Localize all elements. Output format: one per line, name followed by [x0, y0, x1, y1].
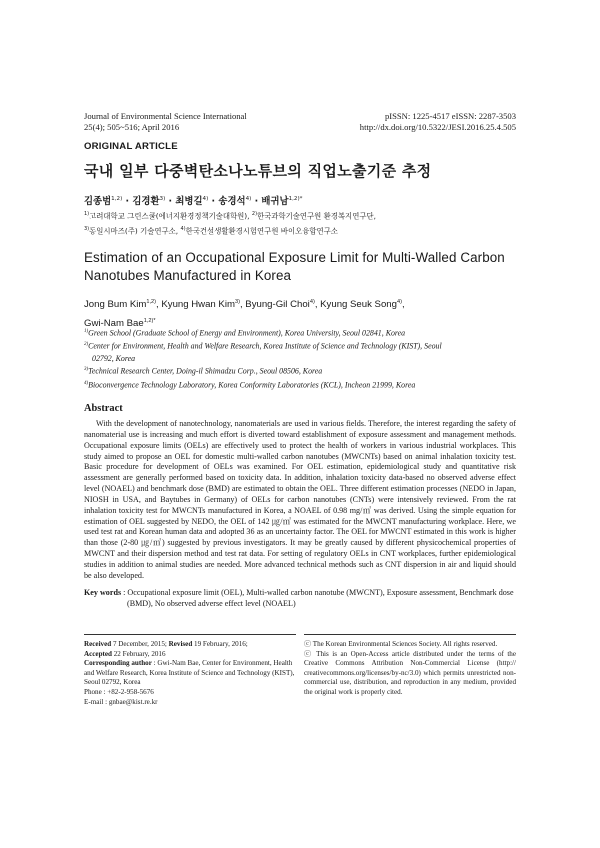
author-ko: 김경환$^{3)}$ · [132, 195, 176, 207]
footnote-divider [304, 634, 516, 635]
issn-line: pISSN: 1225-4517 eISSN: 2287-3503 [384, 111, 516, 121]
author-en: Jong Bum Kim$^{1,2)}$, [84, 299, 162, 311]
abstract-body: With the development of nanotechnology, nanomaterials are used in various fields. Therefore, the interest regarding the safety of nanomaterial use is increasing and much effort is diverted toward establishment of exposure assessment and management methods. Occupational exposure limits (OELs) are effectively used to protect the health of workers in various industrial workplaces. This study aimed to propose an OEL for domestic multi-walled carbon nanotubes (MWCNTs) based on animal inhalation toxicity test. Basic procedure for development of OELs was examined. For OEL estimation, epidemiological study and quantitative risk assessment are generally performed based on toxicity data. In addition, inhalation toxicity data-based no observed adverse effect level (NOAEL) and benchmark dose (BMD) are estimated to obtain the OEL. Three different estimation processes (NEDO in Japan, NIOSH in USA, and Baytubes in Germany) of OELs for carbon nanotubes (CNTs) were intensively reviewed. From the rat inhalation toxicity test for MWCNTs manufactured in Korea, a NOAEL of 0.98 mg/㎥ was derived. Using the simple equation for estimation of OEL suggested by NEDO, the OEL of 142 ㎍/㎥ was estimated for the MWCNT manufacturing workplace. Here, we used test rat and Korean human data and adopted 36 as an uncertainty factor. The OEL for MWCNT estimated in this work is higher than those (2-80 ㎍/㎥) suggested by previous investigators. It may be greatly caused by different physicochemical properties of MWCNT and their dispersion method and test rat data. For setting of regulatory OELs in CNT workplaces, further epidemiological studies in addition to animal studies are needed. More advanced technical methods such as CNT dispersion in air and liquid should be also developed. [84, 419, 516, 580]
affiliation-item: $^{2)}$Center for Environment, Health and Welfare Research, Korea Institute of Science and Technology (KIST), Seoul [84, 341, 442, 351]
keywords-section [84, 587, 516, 609]
author-ko: 송경석$^{4)}$ · [218, 195, 262, 207]
accepted-line: Accepted 22 February, 2016 [84, 649, 166, 658]
keywords-label: Key words [84, 588, 122, 597]
article-history-footnote [84, 640, 296, 707]
english-affiliations [84, 326, 524, 391]
email-line[interactable]: E-mail : gnbae@kist.re.kr [84, 697, 158, 706]
affiliation-item: $^{3)}$Technical Research Center, Doing-il Shimadzu Corp., Seoul 08506, Korea [84, 366, 323, 376]
korean-affiliations [84, 208, 524, 238]
korean-title: 국내 일부 다중벽탄소나노튜브의 직업노출기준 추정 [84, 162, 432, 180]
keywords-text: : Occupational exposure limit (OEL), Multi-walled carbon nanotube (MWCNT), Exposure assessment, Benchmark dose (BMD), No observed adverse effect level (NOAEL) [121, 588, 514, 608]
author-ko: 배귀남$^{1,2)*}$ [261, 195, 303, 207]
journal-identifiers [360, 111, 516, 133]
abstract-heading: Abstract [84, 403, 123, 414]
author-en: Byung-Gil Choi$^{4)}$, [245, 299, 321, 311]
author-ko: 최병길$^{4)}$ · [175, 195, 219, 207]
korean-author-list [84, 193, 302, 207]
corresponding-author: Corresponding author : Gwi-Nam Bae, Center for Environment, Health and Welfare Research, Korea Institute of Science and Technology (KIST), Seoul 02792, Korea [84, 659, 295, 687]
affiliation-continuation: 02792, Korea [92, 353, 136, 363]
doi-link[interactable]: http://dx.doi.org/10.5322/JESI.2016.25.4.505 [359, 122, 516, 132]
journal-volume-pages: 25(4); 505~516; April 2016 [84, 122, 180, 132]
affiliation-item: $^{1)}$Green School (Graduate School of Energy and Environment), Korea University, Seoul 02841, Korea [84, 328, 406, 338]
author-en: Kyung Hwan Kim$^{3)}$, [161, 299, 246, 311]
affiliation-line: $^{3)}$동일시마즈(주) 기술연구소, $^{4)}$한국건설생활환경시험연구원 바이오융합연구소 [84, 225, 338, 236]
affiliation-line: $^{1)}$고려대학교 그린스쿨(에너지환경정책기술대학원), $^{2)}$한국과학기술연구원 환경복지연구단, [84, 211, 376, 221]
journal-citation [84, 111, 247, 133]
received-revised-line: Received 7 December, 2015; Revised 19 February, 2016; [84, 640, 248, 648]
phone-line: Phone : +82-2-958-5676 [84, 687, 154, 696]
article-type-label: ORIGINAL ARTICLE [84, 141, 178, 152]
copyright-footnote [304, 640, 516, 698]
affiliation-item: $^{4)}$Bioconvergence Technology Laboratory, Korea Conformity Laboratories (KCL), Incheon 21999, Korea [84, 380, 416, 390]
english-title: Estimation of an Occupational Exposure Limit for Multi-Walled Carbon Nanotubes Manufactured in Korea [84, 250, 505, 283]
license-text: ⓒ This is an Open-Access article distributed under the terms of the Creative Commons Attribution Non-Commercial License (http:// creativecommons.org/licenses/by-nc/3.0) which permits unrestricted non-commercial use, distribution, and reproduction in any medium, provided the original work is properly cited. [304, 649, 516, 696]
author-ko: 김종범$^{1,2)}$ · [84, 195, 133, 207]
journal-name: Journal of Environmental Science International [84, 111, 247, 121]
author-en: Gwi-Nam Bae$^{1,2)*}$ [84, 318, 156, 330]
author-en: Kyung Seuk Song$^{4)}$, [320, 299, 405, 311]
footnote-divider [84, 634, 296, 635]
copyright-line: ⓒ The Korean Environmental Sciences Society. All rights reserved. [304, 640, 498, 648]
